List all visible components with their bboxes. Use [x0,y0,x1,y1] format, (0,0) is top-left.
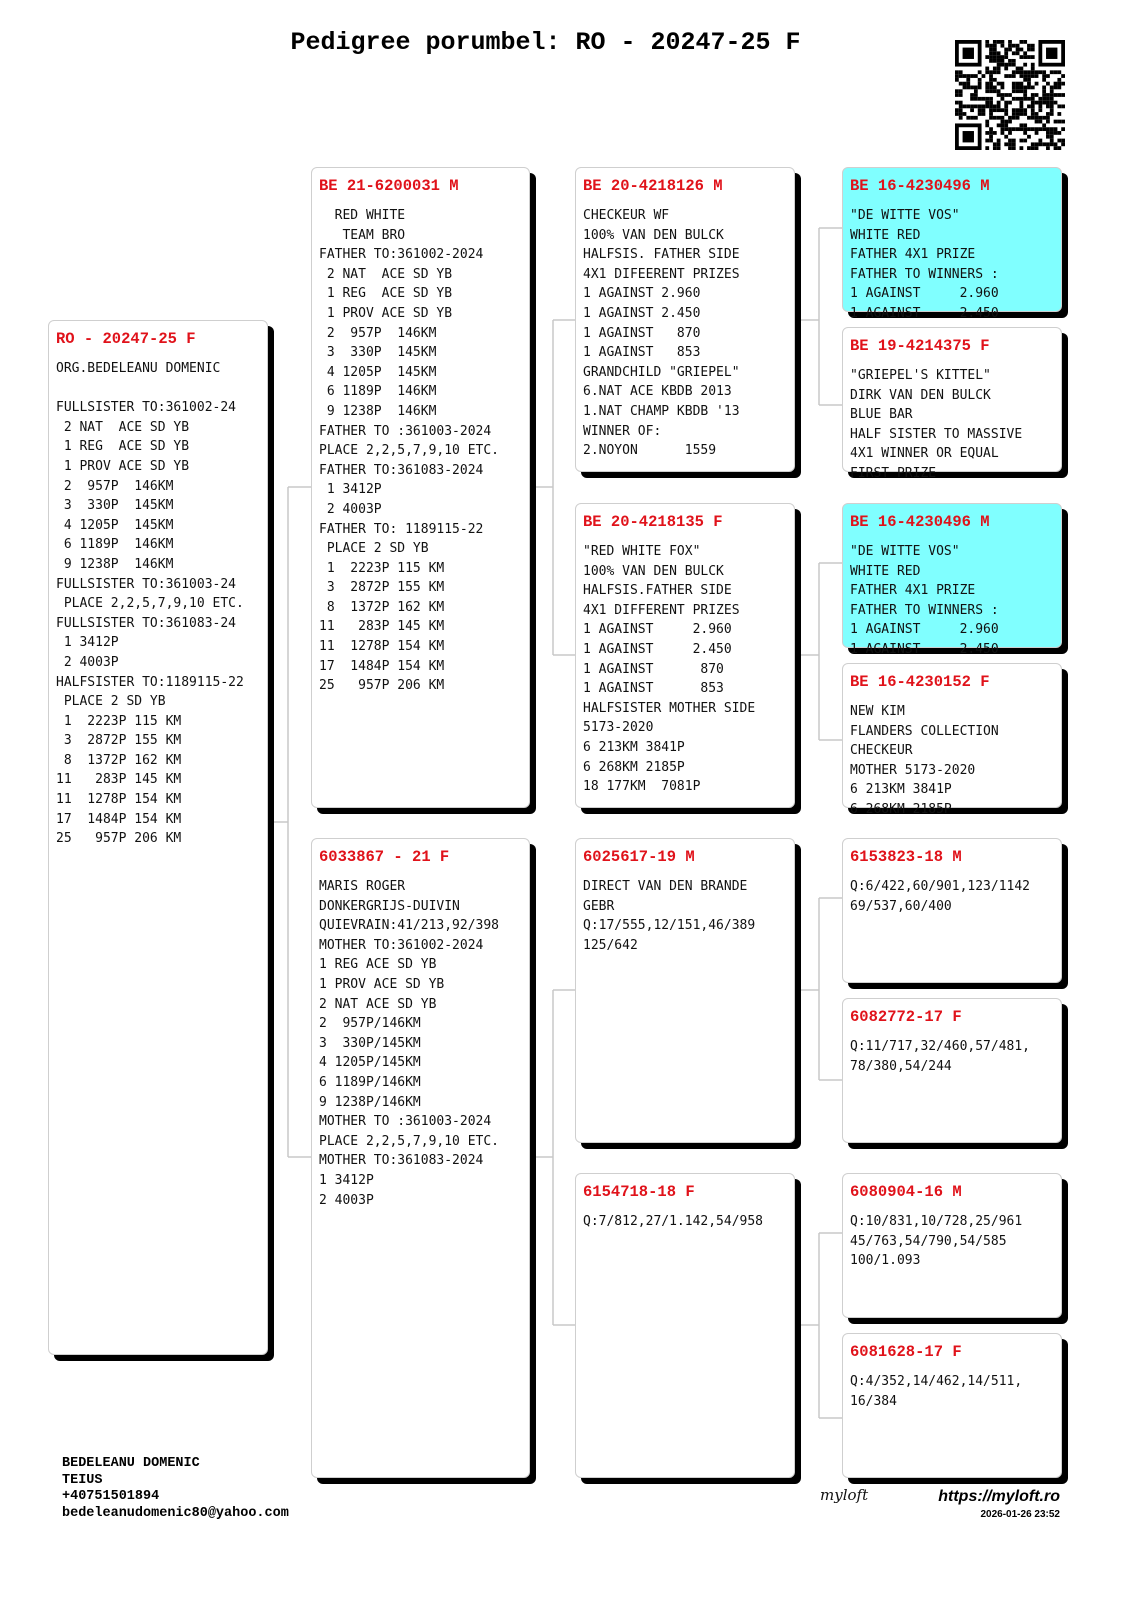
note-line: HALF SISTER TO MASSIVE [850,426,1023,442]
note-line: 1 AGAINST 2.450 [850,305,999,321]
ring-number: 6154718-18 F [583,1183,695,1201]
note-line: 1 REG ACE SD YB [56,439,190,455]
note-line: 9 1238P 146KM [319,403,437,419]
note-line: 1 PROV ACE SD YB [56,458,190,474]
note-line: FATHER TO:361002-2024 [319,247,484,263]
ring-number: 6033867 - 21 F [319,848,450,866]
note-line: 6 213KM 3841P [583,739,685,755]
note-line: 69/537,60/400 [850,898,952,914]
note-line: 1 AGAINST 2.450 [583,641,732,657]
note-line: FATHER TO:361083-2024 [319,462,484,478]
note-line: 6 1189P 146KM [319,384,437,400]
footer-brand [820,1484,1065,1524]
note-line: 4 1205P/145KM [319,1055,421,1071]
note-line: 17 1484P 154 KM [319,658,445,674]
note-line: 8 1372P 162 KM [56,752,182,768]
note-line: FULLSISTER TO:361083-24 [56,615,237,631]
note-line: RED WHITE [319,208,406,223]
note-line: PLACE 2,2,5,7,9,10 ETC. [319,443,500,459]
note-line: 17 1484P 154 KM [56,811,182,827]
note-line: 1 AGAINST 2.450 [850,641,999,657]
note-line: 1 AGAINST 2.450 [583,305,701,321]
pigeon-card-father[interactable] [311,167,530,808]
note-line: 3 330P/145KM [319,1035,421,1051]
note-line: FLANDERS COLLECTION [850,723,999,739]
note-line: 2 4003P [56,654,119,670]
note-line: 6.NAT ACE KBDB 2013 [583,384,732,400]
note-line: FATHER TO WINNERS : [850,266,999,282]
pigeon-notes [850,366,1059,484]
note-line: 1 REG ACE SD YB [319,957,437,973]
note-line: DONKERGRIJS-DUIVIN [319,898,460,914]
note-line: 25 957P 206 KM [56,831,182,847]
note-line: 45/763,54/790,54/585 [850,1233,1007,1249]
note-line: 2.NOYON 1559 [583,443,717,459]
note-line: FATHER 4X1 PRIZE [850,583,976,599]
note-line: 125/642 [583,937,638,953]
note-line: Q:4/352,14/462,14/511, [850,1374,1023,1389]
note-line: 1 2223P 115 KM [56,713,182,729]
note-line: "GRIEPEL'S KITTEL" [850,368,991,383]
note-line: MOTHER TO :361003-2024 [319,1114,492,1130]
note-line: 25 957P 206 KM [319,678,445,694]
note-line: BLUE BAR [850,407,913,423]
pigeon-card-mm[interactable] [575,1173,795,1478]
pigeon-card-fff[interactable] [842,167,1062,321]
pigeon-card-mff[interactable] [842,838,1062,983]
ring-number: BE 16-4230496 M [850,513,990,531]
pigeon-card-mfm[interactable] [842,998,1062,1143]
note-line: 6 1189P 146KM [56,537,174,553]
note-line: 8 1372P 162 KM [319,599,445,615]
pigeon-card-mf[interactable] [575,838,795,1143]
pigeon-notes [56,359,265,849]
note-line: 1 AGAINST 853 [583,681,724,697]
note-line: 4X1 DIFFERENT PRIZES [583,602,740,618]
note-line: 1 AGAINST 853 [583,345,701,361]
note-line: 100% VAN DEN BULCK [583,227,724,243]
note-line: FATHER TO WINNERS : [850,602,999,618]
pigeon-card-mmf[interactable] [842,1173,1062,1318]
note-line: PLACE 2 SD YB [56,694,166,710]
note-line: WHITE RED [850,227,921,243]
note-line: "DE WITTE VOS" [850,544,960,559]
pigeon-notes [583,1212,792,1232]
note-line: 100/1.093 [850,1253,921,1269]
note-line: 4 1205P 145KM [56,517,174,533]
note-line: 1 REG ACE SD YB [319,286,453,302]
note-line: HALFSISTER TO:1189115-22 [56,674,244,690]
note-line: 11 1278P 154 KM [56,792,182,808]
note-line: FULLSISTER TO:361003-24 [56,576,237,592]
note-line: 1 AGAINST 870 [583,661,724,677]
note-line: 2 NAT ACE SD YB [56,419,190,435]
note-line: MOTHER TO:361002-2024 [319,937,484,953]
pigeon-card-fm[interactable] [575,503,795,808]
note-line: 9 1238P/146KM [319,1094,421,1110]
note-line: 3 330P 145KM [56,498,174,514]
note-line: 6 268KM 2185P [583,759,685,775]
ring-number: BE 21-6200031 M [319,177,459,195]
note-line: MOTHER TO:361083-2024 [319,1153,484,1169]
note-line: GEBR [583,898,615,914]
pigeon-notes [850,1372,1059,1411]
note-line: ORG.BEDELEANU DOMENIC [56,361,221,376]
note-line: DIRK VAN DEN BULCK [850,387,991,403]
note-line: 1 2223P 115 KM [319,560,445,576]
pigeon-notes [850,206,1059,324]
ring-number: 6082772-17 F [850,1008,962,1026]
note-line: 1 AGAINST 2.960 [583,286,701,302]
note-line: 1 AGAINST 2.960 [583,622,732,638]
note-line: 11 1278P 154 KM [319,639,445,655]
note-line: 6 1189P/146KM [319,1074,421,1090]
note-line: 1 AGAINST 2.960 [850,622,999,638]
note-line: 18 177KM 7081P [583,779,701,795]
pigeon-card-fmf[interactable] [842,503,1062,657]
note-line: Q:17/555,12/151,46/389 [583,918,756,934]
pigeon-notes [583,877,792,955]
note-line: 2 957P 146KM [319,325,437,341]
note-line: QUIEVRAIN:41/213,92/398 [319,918,500,934]
note-line: Q:6/422,60/901,123/1142 [850,879,1031,894]
ring-number: 6081628-17 F [850,1343,962,1361]
note-line: FATHER TO :361003-2024 [319,423,492,439]
note-line: 4X1 DIFEERENT PRIZES [583,266,740,282]
ring-number: BE 20-4218135 F [583,513,723,531]
pigeon-notes [850,877,1059,916]
note-line: 1 3412P [319,482,382,498]
note-line: 2 NAT ACE SD YB [319,266,453,282]
note-line [56,379,265,399]
note-line: FATHER 4X1 PRIZE [850,247,976,263]
note-line: 6 268KM 2185P [850,801,952,817]
ring-number: BE 16-4230496 M [850,177,990,195]
myloft-logo: myloft [820,1486,869,1504]
note-line: 3 2872P 155 KM [56,733,182,749]
note-line: 1 3412P [319,1172,374,1188]
note-line: "RED WHITE FOX" [583,544,701,559]
note-line: 5173-2020 [583,720,654,736]
note-line: 1 PROV ACE SD YB [319,976,445,992]
pigeon-notes [850,1037,1059,1076]
ring-number: BE 16-4230152 F [850,673,990,691]
ring-number: RO - 20247-25 F [56,330,196,348]
ring-number: 6080904-16 M [850,1183,962,1201]
pigeon-card-ff[interactable] [575,167,795,472]
note-line: CHECKEUR [850,743,913,759]
note-line: Q:10/831,10/728,25/961 [850,1214,1023,1229]
note-line: MOTHER 5173-2020 [850,762,976,778]
owner-info [62,1456,289,1522]
pigeon-notes [319,206,527,696]
note-line: 1 AGAINST 870 [583,325,701,341]
owner-email: bedeleanudomenic80@yahoo.com [62,1505,289,1521]
note-line: 2 4003P [319,501,382,517]
pigeon-notes [850,1212,1059,1271]
note-line: GRANDCHILD "GRIEPEL" [583,364,740,380]
note-line: Q:11/717,32/460,57/481, [850,1039,1031,1054]
note-line: MARIS ROGER [319,879,406,894]
owner-city: TEIUS [62,1472,103,1488]
pigeon-notes [850,702,1059,820]
pigeon-card-subject[interactable] [48,320,268,1355]
note-line: 78/380,54/244 [850,1058,952,1074]
pigeon-card-mother[interactable] [311,838,530,1478]
pigeon-notes [319,877,527,1210]
note-line: 4 1205P 145KM [319,364,437,380]
note-line: WHITE RED [850,563,921,579]
note-line: 11 283P 145 KM [56,772,182,788]
note-line: 2 957P/146KM [319,1016,421,1032]
note-line: HALFSISTER MOTHER SIDE [583,700,756,716]
note-line: 1 3412P [56,635,119,651]
note-line: PLACE 2,2,5,7,9,10 ETC. [56,596,244,612]
note-line: PLACE 2 SD YB [319,541,429,557]
note-line: 2 957P 146KM [56,478,174,494]
owner-name: BEDELEANU DOMENIC [62,1456,200,1471]
note-line: 1.NAT CHAMP KBDB '13 [583,403,740,419]
note-line: 6 213KM 3841P [850,782,952,798]
ring-number: 6153823-18 M [850,848,962,866]
pigeon-card-fmm[interactable] [842,663,1062,817]
ring-number: BE 20-4218126 M [583,177,723,195]
note-line: NEW KIM [850,704,905,719]
note-line: 16/384 [850,1393,897,1409]
note-line: FIRST PRIZE [850,465,937,481]
note-line: 100% VAN DEN BULCK [583,563,724,579]
pigeon-notes [850,542,1059,660]
note-line: CHECKEUR WF [583,208,670,223]
note-line: FULLSISTER TO:361002-24 [56,400,237,416]
note-line: 1 PROV ACE SD YB [319,305,453,321]
note-line: 2 NAT ACE SD YB [319,996,437,1012]
note-line: 4X1 WINNER OR EQUAL [850,446,999,462]
note-line: "DE WITTE VOS" [850,208,960,223]
note-line: HALFSIS.FATHER SIDE [583,583,732,599]
note-line: WINNER OF: [583,423,662,439]
note-line: DIRECT VAN DEN BRANDE [583,879,748,894]
note-line: HALFSIS. FATHER SIDE [583,247,740,263]
note-line: FATHER TO: 1189115-22 [319,521,484,537]
note-line: PLACE 2,2,5,7,9,10 ETC. [319,1133,500,1149]
note-line: 9 1238P 146KM [56,556,174,572]
note-line: 1 AGAINST 2.960 [850,286,999,302]
note-line: 11 283P 145 KM [319,619,445,635]
pigeon-card-ffm[interactable] [842,327,1062,481]
page-title: Pedigree porumbel: RO - 20247-25 F [290,28,801,57]
pigeon-notes [583,206,792,461]
owner-phone: +40751501894 [62,1489,160,1504]
print-date: 2026-01-26 23:52 [980,1509,1060,1520]
pigeon-notes [583,542,792,797]
website-link[interactable]: https://myloft.ro [938,1488,1060,1505]
note-line: TEAM BRO [319,227,406,243]
note-line: 2 4003P [319,1192,374,1208]
ring-number: 6025617-19 M [583,848,695,866]
ring-number: BE 19-4214375 F [850,337,990,355]
pigeon-card-mmm[interactable] [842,1333,1062,1478]
note-line: 3 330P 145KM [319,345,437,361]
note-line: Q:7/812,27/1.142,54/958 [583,1214,764,1229]
note-line: 3 2872P 155 KM [319,580,445,596]
